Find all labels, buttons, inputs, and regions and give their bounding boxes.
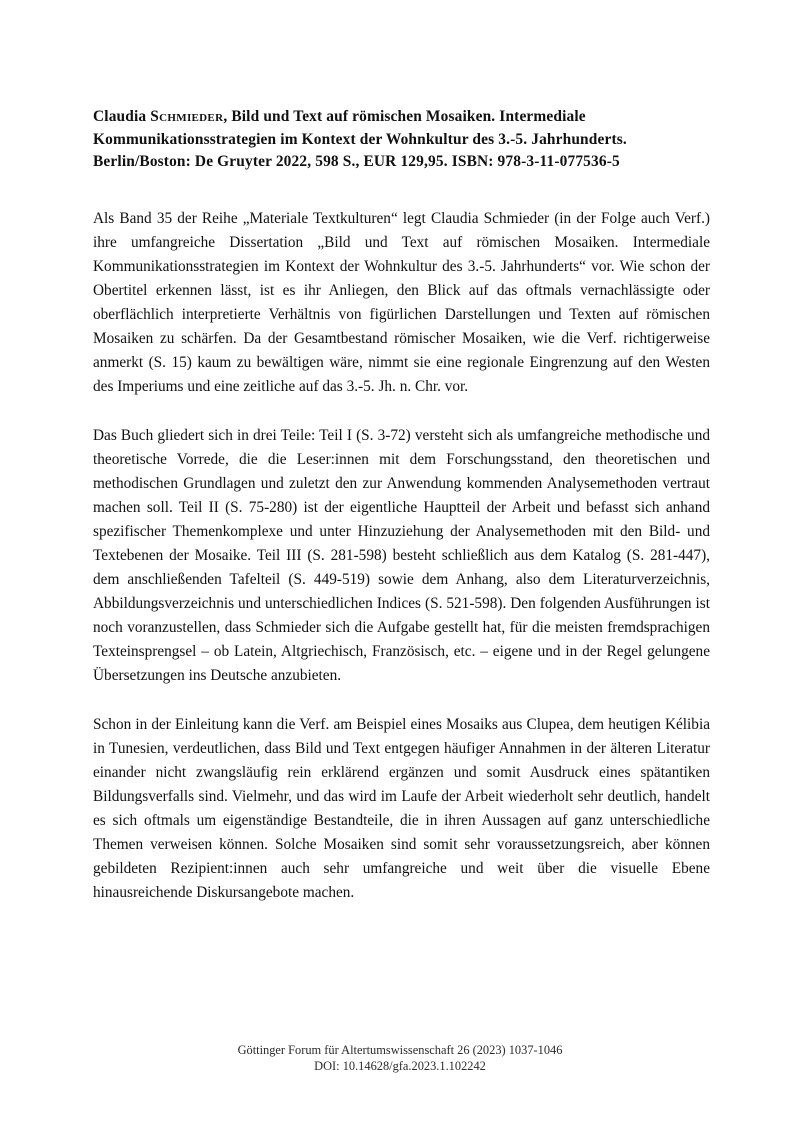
footer-doi: DOI: 10.14628/gfa.2023.1.102242 [314,1058,486,1073]
heading-author-lastname: Schmieder [150,108,224,125]
bibliographic-heading [93,106,710,174]
page-footer [0,1043,800,1074]
heading-title-line1: , Bild und Text auf römischen Mosaiken. Intermediale [223,108,586,125]
heading-author-first: Claudia [93,108,151,125]
heading-title-line2: Kommunikationsstrategien im Kontext der Wohnkultur des 3.-5. Jahrhunderts. [93,130,627,148]
review-paragraph-1: Als Band 35 der Reihe „Materiale Textkulturen“ legt Claudia Schmieder (in der Folge auch Verf.) ihre umfangreiche Dissertation „Bild und Text auf römischen Mosaiken. Intermediale Kommunikationsstrategien im Kontext der Wohnkultur des 3.-5. Jahrhunderts“ vor. Wie schon der Obertitel erkennen lässt, ist es ihr Anliegen, den Blick auf das oftmals vernachlässigte oder oberflächlich interpretierte Verhältnis von figürlichen Darstellungen und Texten auf römischen Mosaiken zu schärfen. Da der Gesamtbestand römischer Mosaiken, wie die Verf. richtigerweise anmerkt (S. 15) kaum zu bewältigen wäre, nimmt sie eine regionale Eingrenzung auf den Westen des Imperiums und eine zeitliche auf das 3.-5. Jh. n. Chr. vor. [93,209,710,396]
heading-publication-line: Berlin/Boston: De Gruyter 2022, 598 S., EUR 129,95. ISBN: 978-3-11-077536-5 [93,153,620,171]
review-paragraph-3: Schon in der Einleitung kann die Verf. am Beispiel eines Mosaiks aus Clupea, dem heutigen Kélibia in Tunesien, verdeutlichen, dass Bild und Text entgegen häufiger Annahmen in der älteren Literatur einander nicht zwangsläufig rein erklärend ergänzen und somit Ausdruck eines spätantiken Bildungsverfalls sind. Vielmehr, und das wird im Laufe der Arbeit wiederholt sehr deutlich, handelt es sich oftmals um eigenständige Bestandteile, die in ihren Aussagen auf ganz unterschiedliche Themen verweisen können. Solche Mosaiken sind somit sehr voraussetzungsreich, aber können gebildeten Rezipient:innen auch sehr umfangreiche und weit über die visuelle Ebene hinausreichende Diskursangebote machen. [93,715,710,902]
text-column [93,106,710,905]
footer-journal-citation: Göttinger Forum für Altertumswissenschaft 26 (2023) 1037-1046 [237,1043,563,1057]
review-paragraph-2: Das Buch gliedert sich in drei Teile: Teil I (S. 3-72) versteht sich als umfangreiche methodische und theoretische Vorrede, die die Leser:innen mit dem Forschungsstand, den theoretischen und methodischen Grundlagen und zuletzt den zur Anwendung kommenden Analysemethoden vertraut machen soll. Teil II (S. 75-280) ist der eigentliche Hauptteil der Arbeit und befasst sich anhand spezifischer Themenkomplexe und unter Hinzuziehung der Analysemethoden mit den Bild- und Textebenen der Mosaike. Teil III (S. 281-598) besteht schließlich aus dem Katalog (S. 281-447), dem anschließenden Tafelteil (S. 449-519) sowie dem Anhang, also dem Literaturverzeichnis, Abbildungsverzeichnis und unterschiedlichen Indices (S. 521-598). Den folgenden Ausführungen ist noch voranzustellen, dass Schmieder sich die Aufgabe gestellt hat, für die meisten fremdsprachigen Texteinsprengsel – ob Latein, Altgriechisch, Französisch, etc. – eigene und in der Regel gelungene Übersetzungen ins Deutsche anzubieten. [93,426,710,685]
